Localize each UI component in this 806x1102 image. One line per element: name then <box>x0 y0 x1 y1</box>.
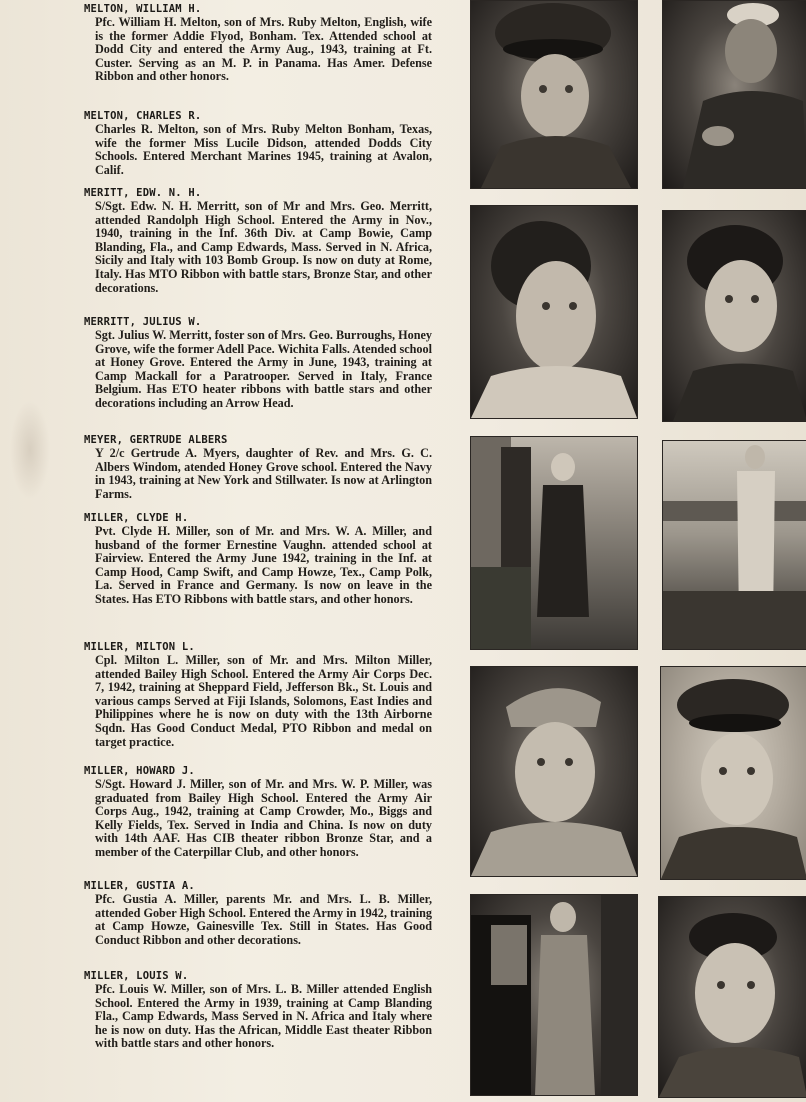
entry-bio: Charles R. Melton, son of Mrs. Ruby Melton Bonham, Texas, wife the former Miss Lucile Didson, attended Dodds City Schools. Entered Merchant Marines 1945, training at Avalon, Calif. <box>95 122 432 177</box>
entry-miller-howard <box>84 765 432 860</box>
portrait-figure-icon <box>663 1 806 188</box>
entry-melton-william <box>84 3 432 84</box>
entry-miller-milton <box>84 641 432 749</box>
entry-name: MELTON, CHARLES R. <box>84 110 202 122</box>
entry-miller-louis <box>84 970 432 1051</box>
entry-bio: Pfc. William H. Melton, son of Mrs. Ruby Melton, English, wife is the former Addie Flyod, Bonham. Tex. Attended school at Dodd City and entered the Army Aug., 1943, training at Ft. Custer. Serving as an M. P. in Panama. Has Amer. Defense Ribbon and other honors. <box>95 15 432 84</box>
entry-name: MEYER, GERTRUDE ALBERS <box>84 434 228 446</box>
photo-portrait-young-man <box>662 210 806 422</box>
standing-figure-icon <box>471 437 637 649</box>
photo-portrait-smiling-man <box>658 896 806 1098</box>
photo-portrait-uniform-cap <box>470 0 638 189</box>
paper-stain <box>10 400 50 500</box>
entry-miller-gustia <box>84 880 432 947</box>
portrait-figure-icon <box>659 897 806 1097</box>
entry-bio: Pvt. Clyde H. Miller, son of Mr. and Mrs. W. A. Miller, and husband of the former Ernestine Vaughn. attended school at Fairview. Entered the Army June 1942, training in the Inf. at Camp Hood, Camp Swift, and Camp Howze, Tex., Camp Polk, La. Served in France and Germany. Is now on leave in the States. Has ETO Ribbons with battle stars, and other honors. <box>95 524 432 606</box>
entry-name: MILLER, CLYDE H. <box>84 512 189 524</box>
portrait-figure-icon <box>471 1 637 188</box>
portrait-figure-icon <box>661 667 806 879</box>
photo-portrait-man <box>470 205 638 419</box>
entry-meyer-gertrude <box>84 434 432 501</box>
entry-merritt-julius <box>84 316 432 411</box>
entry-name: MILLER, LOUIS W. <box>84 970 189 982</box>
photo-portrait-garrison-cap <box>470 666 638 877</box>
portrait-figure-icon <box>471 206 637 418</box>
entry-name: MERRITT, JULIUS W. <box>84 316 202 328</box>
entry-name: MELTON, WILLIAM H. <box>84 3 202 15</box>
entry-bio: Sgt. Julius W. Merritt, foster son of Mrs. Geo. Burroughs, Honey Grove, wife the former Adell Pace. Wichita Falls. Atended school at Honey Grove. Entered the Army in June, 1943, training at Camp Mackall for a Paratrooper. Served in Italy, France Belgium. Has ETO heater ribbons with battle stars and other decorations including an Arrow Head. <box>95 328 432 410</box>
photo-standing-man-outdoors <box>662 440 806 650</box>
portrait-figure-icon <box>471 667 637 876</box>
entry-bio: Y 2/c Gertrude A. Myers, daughter of Rev. and Mrs. G. C. Albers Windom, atended Honey Grove school. Entered the Navy in 1943, training at New York and Stillwater. Is now at Arlington Farms. <box>95 446 432 501</box>
photo-portrait-sailor <box>662 0 806 189</box>
portrait-figure-icon <box>663 211 806 421</box>
photo-standing-woman-uniform <box>470 436 638 650</box>
entry-name: MILLER, HOWARD J. <box>84 765 195 777</box>
entry-meritt-edw <box>84 187 432 295</box>
entry-bio: Pfc. Louis W. Miller, son of Mrs. L. B. Miller attended English School. Entered the Army in 1939, training at Camp Blanding Fla., Camp Edwards, Mass Served in N. Africa and Italy where he is now on duty. Has the African, Middle East theater Ribbon with battle stars and other honors. <box>95 982 432 1051</box>
entry-name: MILLER, GUSTIA A. <box>84 880 195 892</box>
entry-bio: Cpl. Milton L. Miller, son of Mr. and Mrs. Milton Miller, attended Bailey High School. Entered the Army Air Corps Dec. 7, 1942, training at Sheppard Field, Jefferson Bk., St. Louis and various camps Served at Fiji Islands, Solomons, East Indies and Philippines where he is now on duty with the 13th Airborne Sqdn. Has Good Conduct Medal, PTO Ribbon and medal on target practice. <box>95 653 432 749</box>
entry-bio: Pfc. Gustia A. Miller, parents Mr. and Mrs. L. B. Miller, attended Gober High School. Entered the Army in 1942, training at Camp Howze, Gainesville Tex. Still in States. Has Good Conduct Ribbon and other decorations. <box>95 892 432 947</box>
entry-bio: S/Sgt. Edw. N. H. Merritt, son of Mr and Mrs. Geo. Merritt, attended Randolph High School. Entered the Army in Nov., 1940, training in the Inf. 36th Div. at Camp Bowie, Camp Blanding, Fla., and Camp Edwards, Mass. Served in N. Africa, Sicily and Italy with 103 Bomb Group. Is now on duty at Rome, Italy. Has MTO Ribbon with battle stars, Bronze Star, and other decorations. <box>95 199 432 295</box>
standing-figure-icon <box>663 441 806 649</box>
entry-name: MILLER, MILTON L. <box>84 641 195 653</box>
standing-figure-icon <box>471 895 637 1095</box>
photo-portrait-service-cap <box>660 666 806 880</box>
photo-standing-man-by-truck <box>470 894 638 1096</box>
entry-miller-clyde <box>84 512 432 607</box>
entry-name: MERITT, EDW. N. H. <box>84 187 202 199</box>
entry-melton-charles <box>84 110 432 177</box>
entry-bio: S/Sgt. Howard J. Miller, son of Mr. and Mrs. W. P. Miller, was graduated from Bailey High School. Entered the Army Air Corps Aug., 1942, training at Camp Crowder, Mo., Biggs and Kelly Fields, Tex. Served in India and China. Is now on duty with 14th AAF. Has CIB theater ribbon Bronze Star, and a member of the Caterpillar Club, and other honors. <box>95 777 432 859</box>
